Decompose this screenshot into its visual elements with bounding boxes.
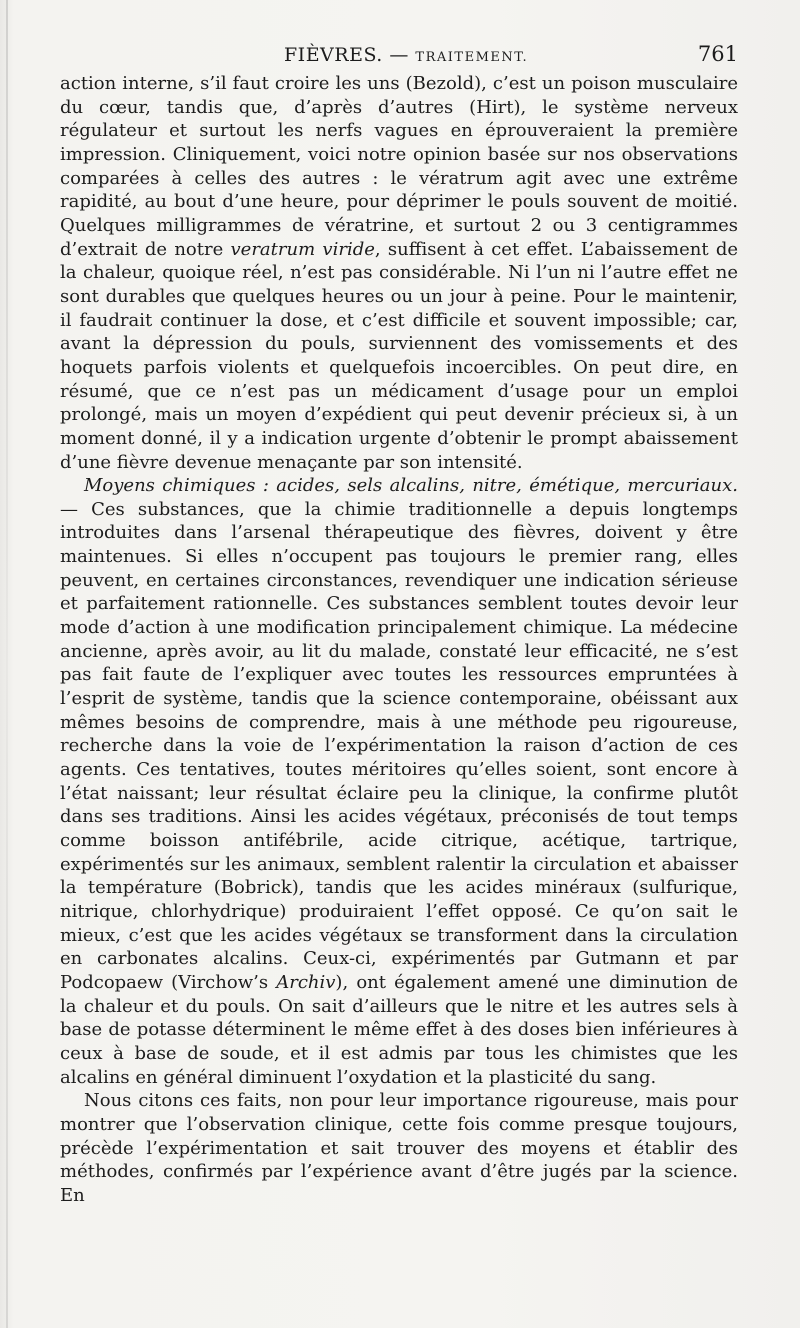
- text-segment: ), ont également amené une diminution de la chaleur et du pouls. On sait d’ailleurs que le nitre et les autres sels à base de potasse déterminent le même effet à des doses bien inférieures à ceux à base de soude, et il est admis par tous les chimistes que les alcalins en général diminuent l’oxydation et la plasticité du sang.: [60, 971, 738, 1088]
- body-text: [60, 72, 738, 1208]
- paragraph-2: [60, 474, 738, 1089]
- running-head: [60, 40, 738, 72]
- running-title-section: TRAITEMENT.: [415, 50, 529, 65]
- running-title: [284, 44, 528, 66]
- text-segment: , suffisent à cet effet. L’abaissement de la chaleur, quoique réel, n’est pas considérable. Ni l’un ni l’autre effet ne sont durables que quelques heures ou un jour à peine. Pour le maintenir, il faudrait continuer la dose, et c’est difficile et souvent impossible; car, avant la dépression du pouls, surviennent des vomissements et des hoquets parfois violents et quelquefois incoercibles. On peut dire, en résumé, que ce n’est pas un médicament d’usage pour un emploi prolongé, mais un moyen d’expédient qui peut devenir précieux si, à un moment donné, il y a indication urgente d’obtenir le prompt abaissement d’une fièvre devenue menaçante par son intensité.: [60, 238, 738, 473]
- text-segment-italic: veratrum viride: [230, 238, 375, 260]
- text-segment: — Ces substances, que la chimie traditionnelle a depuis longtemps introduites dans l’arsenal thérapeutique des fièvres, doivent y être maintenues. Si elles n’occupent pas toujours le premier rang, elles peuvent, en certaines circonstances, revendiquer une indication sérieuse et parfaitement rationnelle. Ces substances semblent toutes devoir leur mode d’action à une modification principalement chimique. La médecine ancienne, après avoir, au lit du malade, constaté leur efficacité, ne s’est pas fait faute de l’expliquer avec toutes les ressources empruntées à l’esprit de système, tandis que la science contemporaine, obéissant aux mêmes besoins de comprendre, mais à une méthode peu rigoureuse, recherche dans la voie de l’expérimentation la raison d’action de ces agents. Ces tentatives, toutes méritoires qu’elles soient, sont encore à l’état naissant; leur résultat éclaire peu la clinique, la confirme plutôt dans ses traditions. Ainsi les acides végétaux, préconisés de tout temps comme boisson antifébrile, acide citrique, acétique, tartrique, expérimentés sur les animaux, semblent ralentir la circulation et abaisser la température (Bobrick), tandis que les acides minéraux (sulfurique, nitrique, chlorhydrique) produiraient l’effet opposé. Ce qu’on sait le mieux, c’est que les acides végétaux se transforment dans la circulation en carbonates alcalins. Ceux-ci, expérimentés par Gutmann et par Podcopaew (Virchow’s: [60, 498, 738, 993]
- text-segment: action interne, s’il faut croire les uns (Bezold), c’est un poison musculaire du cœur, tandis que, d’après d’autres (Hirt), le système nerveux régulateur et surtout les nerfs vagues en éprouveraient la première impression. Cliniquement, voici notre opinion basée sur nos observations comparées à celles des autres : le vératrum agit avec une extrême rapidité, au bout d’une heure, pour déprimer le pouls souvent de moitié. Quelques milligrammes de vératrine, et surtout 2 ou 3 centigrammes d’extrait de notre: [60, 73, 738, 260]
- section-heading-italic: Moyens chimiques : acides, sels alcalins, nitre, émétique, mercuriaux.: [84, 475, 738, 497]
- text-segment: Nous citons ces faits, non pour leur importance rigoureuse, mais pour montrer que l’observation clinique, cette fois comme presque toujours, précède l’expérimentation et sait trouver des moyens et établir des méthodes, confirmés par l’expérience avant d’être jugés par la science. En: [60, 1090, 738, 1206]
- text-segment-italic: Archiv: [276, 971, 336, 993]
- paragraph-1: [60, 72, 738, 474]
- running-title-main: FIÈVRES. —: [284, 44, 416, 66]
- page-number: 761: [697, 42, 738, 66]
- paragraph-3: [60, 1089, 738, 1207]
- page-gutter-shadow: [6, 0, 8, 1328]
